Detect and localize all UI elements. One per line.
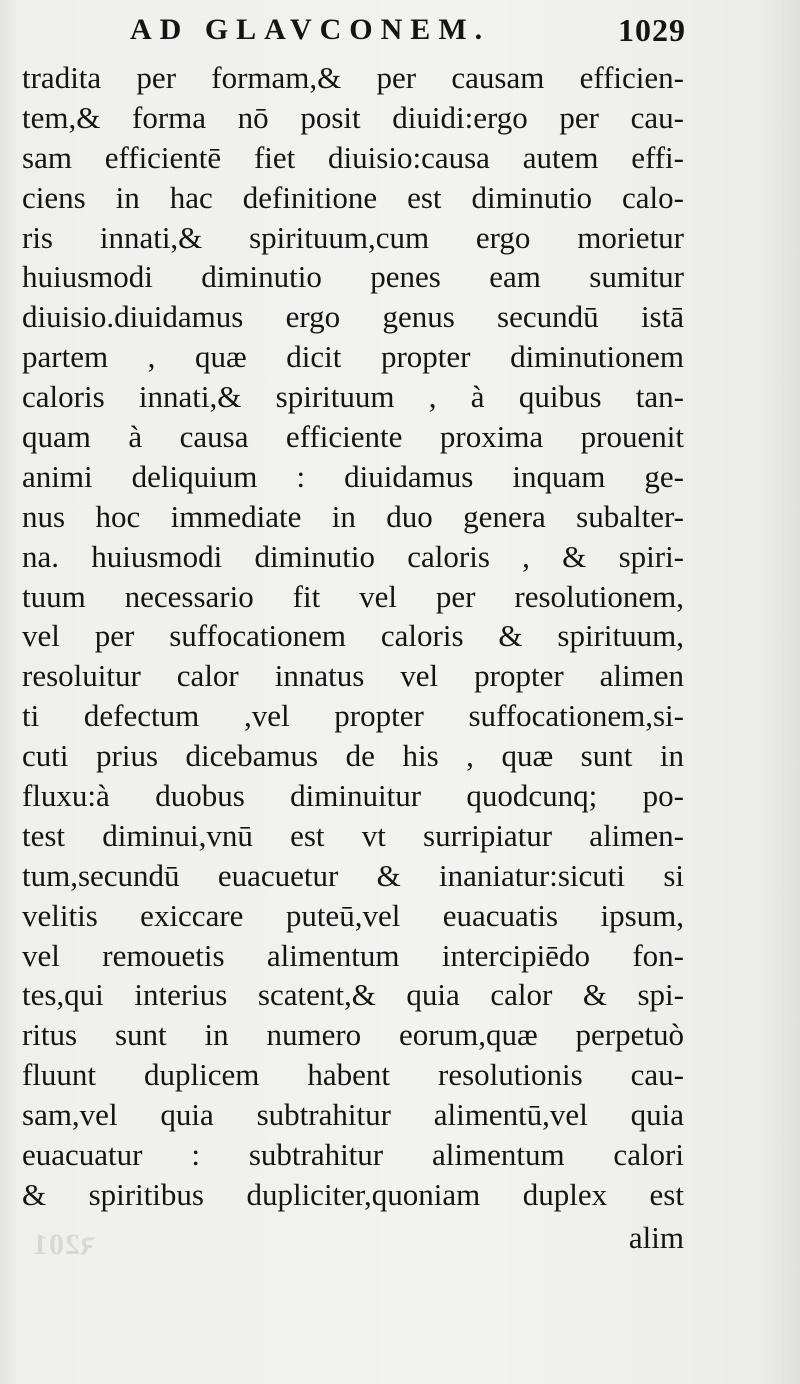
text-line: tem,& forma nō posit diuidi:ergo per cau- xyxy=(22,99,684,135)
catchword-row xyxy=(22,1218,684,1261)
text-line: test diminui,vnū est vt surripiatur alimen- xyxy=(22,817,684,853)
text-line: caloris innati,& spirituum , à quibus tan- xyxy=(22,379,684,415)
text-line: tradita per formam,& per causam efficien- xyxy=(22,60,684,95)
text-line: tuum necessario fit vel per resolutionem, xyxy=(22,578,684,614)
text-line: tes,qui interius scatent,& quia calor & spi- xyxy=(22,977,684,1013)
page-edge-shadow xyxy=(760,0,800,1384)
text-line: & spiritibus dupliciter,quoniam duplex est xyxy=(22,1176,684,1212)
text-line: cuti prius dicebamus de his , quæ sunt in xyxy=(22,738,684,774)
body-text xyxy=(22,58,684,1215)
text-line: vel per suffocationem caloris & spirituum, xyxy=(22,618,684,654)
text-line: resoluitur calor innatus vel propter alimen xyxy=(22,658,684,694)
text-line: quam à causa efficiente proxima prouenit xyxy=(22,419,684,455)
text-line: vel remouetis alimentum intercipiēdo fon- xyxy=(22,937,684,973)
running-head-title: AD GLAVCONEM. xyxy=(130,13,491,46)
page-number: 1029 xyxy=(618,12,686,48)
text-line: ris innati,& spirituum,cum ergo morietur xyxy=(22,219,684,255)
text-line: nus hoc immediate in duo genera subalter- xyxy=(22,498,684,534)
text-line: partem , quæ dicit propter diminutionem xyxy=(22,339,684,375)
text-line: diuisio.diuidamus ergo genus secundū istā xyxy=(22,299,684,335)
text-line: na. huiusmodi diminutio caloris , & spiri- xyxy=(22,538,684,574)
text-line: sam efficientē fiet diuisio:causa autem effi- xyxy=(22,139,684,175)
running-head xyxy=(0,8,800,52)
text-line: ritus sunt in numero eorum,quæ perpetuò xyxy=(22,1017,684,1053)
catchword: alim xyxy=(628,1220,684,1255)
text-line: ti defectum ,vel propter suffocationem,si- xyxy=(22,698,684,734)
text-line: fluxu:à duobus diminuitur quodcunq; po- xyxy=(22,778,684,814)
text-line: animi deliquium : diuidamus inquam ge- xyxy=(22,458,684,494)
bleed-through-mark: ꝛ201 xyxy=(32,1228,96,1261)
text-line: tum,secundū euacuetur & inaniatur:sicuti si xyxy=(22,857,684,893)
text-line: euacuatur : subtrahitur alimentum calori xyxy=(22,1137,684,1173)
text-line: fluunt duplicem habent resolutionis cau- xyxy=(22,1057,684,1093)
text-line: huiusmodi diminutio penes eam sumitur xyxy=(22,259,684,295)
text-line: sam,vel quia subtrahitur alimentū,vel quia xyxy=(22,1097,684,1133)
text-line: ciens in hac definitione est diminutio calo- xyxy=(22,179,684,215)
text-line: velitis exiccare puteū,vel euacuatis ipsum, xyxy=(22,897,684,933)
